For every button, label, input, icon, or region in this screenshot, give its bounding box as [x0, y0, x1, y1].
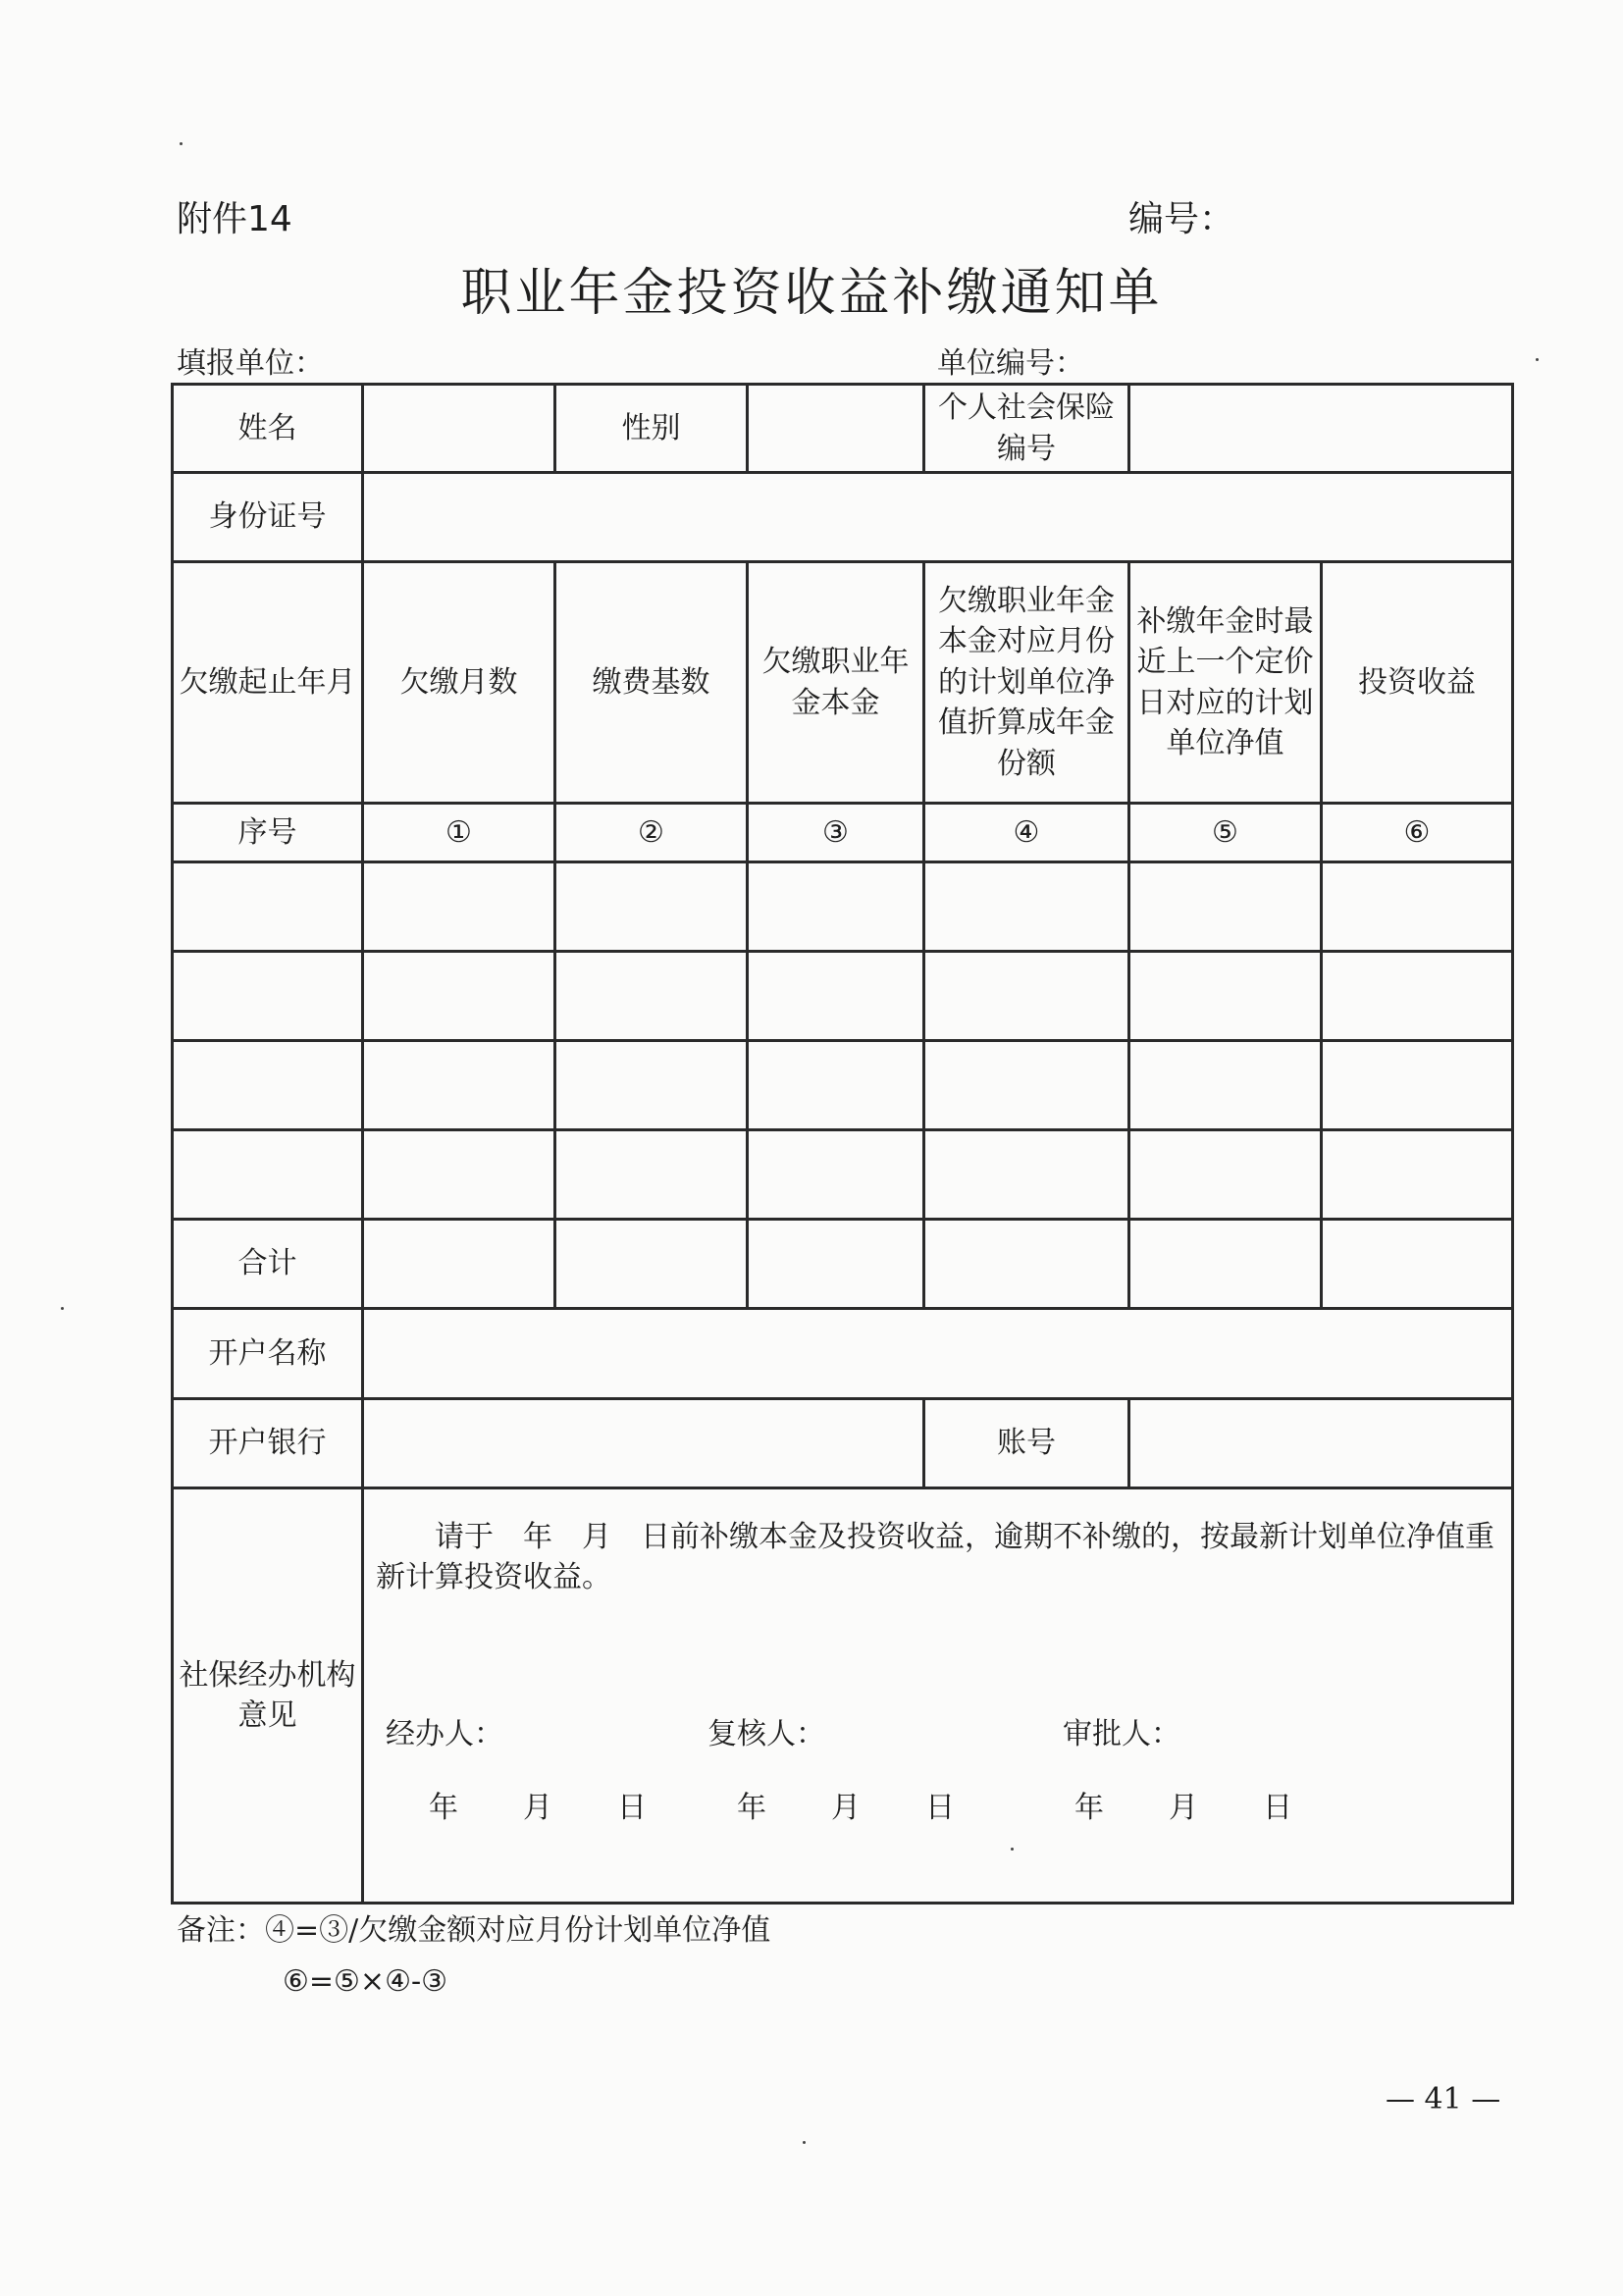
cell[interactable]	[555, 862, 748, 952]
sequence-row	[173, 804, 1513, 862]
cell[interactable]	[1322, 1130, 1513, 1220]
month-text: 月	[1169, 1791, 1198, 1826]
day-text: 日	[1263, 1791, 1292, 1826]
cell[interactable]	[555, 952, 748, 1041]
account-number-field[interactable]	[1129, 1399, 1513, 1488]
data-row	[173, 862, 1513, 952]
name-field[interactable]	[363, 385, 555, 473]
cell[interactable]	[748, 862, 924, 952]
approver-label: 审批人：	[1063, 1716, 1180, 1751]
data-row	[173, 1041, 1513, 1130]
total-label: 合计	[173, 1220, 363, 1309]
seq-mark: ④	[924, 804, 1129, 862]
cell[interactable]	[173, 1041, 363, 1130]
bank-label: 开户银行	[173, 1399, 363, 1488]
cell[interactable]	[924, 1220, 1129, 1309]
col-arrears-months: 欠缴月数	[363, 562, 555, 804]
cell[interactable]	[748, 1041, 924, 1130]
scan-speck	[803, 2141, 806, 2144]
notice-form-table	[171, 383, 1514, 1905]
reviewer-label: 复核人：	[707, 1716, 825, 1751]
reviewer-date	[737, 1788, 1074, 1828]
cell[interactable]	[1129, 862, 1322, 952]
day-text: 日	[925, 1791, 955, 1826]
seq-mark: ②	[555, 804, 748, 862]
col-latest-unit-value: 补缴年金时最近上一个定价日对应的计划单位净值	[1129, 562, 1322, 804]
cell[interactable]	[363, 862, 555, 952]
approver-date	[1074, 1788, 1292, 1828]
seq-mark: ③	[748, 804, 924, 862]
signature-labels	[376, 1714, 1499, 1754]
cell[interactable]	[1322, 952, 1513, 1041]
day-text: 日	[617, 1791, 647, 1826]
year-text: 年	[429, 1791, 458, 1826]
personal-info-row	[173, 385, 1513, 473]
cell[interactable]	[1129, 952, 1322, 1041]
cell[interactable]	[173, 1130, 363, 1220]
cell[interactable]	[924, 862, 1129, 952]
id-field[interactable]	[363, 473, 1513, 562]
cell[interactable]	[924, 1041, 1129, 1130]
signature-dates	[376, 1788, 1499, 1828]
scan-speck	[1536, 358, 1539, 361]
remarks	[177, 1905, 770, 2008]
year-text: 年	[737, 1791, 766, 1826]
ssn-field[interactable]	[1129, 385, 1513, 473]
cell[interactable]	[363, 952, 555, 1041]
month-text: 月	[831, 1791, 861, 1826]
scan-speck	[180, 142, 183, 145]
cell[interactable]	[363, 1130, 555, 1220]
account-number-label: 账号	[924, 1399, 1129, 1488]
data-row	[173, 1130, 1513, 1220]
account-name-field[interactable]	[363, 1309, 1513, 1399]
serial-number-label: 编号：	[1128, 199, 1235, 239]
col-arrears-principal: 欠缴职业年金本金	[748, 562, 924, 804]
handler-date	[429, 1788, 737, 1828]
gender-label: 性别	[555, 385, 748, 473]
col-arrears-period: 欠缴起止年月	[173, 562, 363, 804]
sequence-label: 序号	[173, 804, 363, 862]
cell[interactable]	[363, 1041, 555, 1130]
attachment-label: 附件14	[177, 199, 292, 239]
opinion-label: 社保经办机构意见	[173, 1488, 363, 1904]
name-label: 姓名	[173, 385, 363, 473]
reporting-unit-label: 填报单位：	[177, 346, 324, 381]
cell[interactable]	[924, 952, 1129, 1041]
col-investment-return: 投资收益	[1322, 562, 1513, 804]
cell[interactable]	[1129, 1220, 1322, 1309]
page-title: 职业年金投资收益补缴通知单	[460, 264, 1163, 323]
remark-line: ⑥=⑤×④-③	[283, 1964, 447, 1999]
bank-row	[173, 1399, 1513, 1488]
handler-label: 经办人：	[386, 1716, 503, 1751]
cell[interactable]	[1322, 862, 1513, 952]
cell[interactable]	[924, 1130, 1129, 1220]
month-text: 月	[523, 1791, 552, 1826]
data-row	[173, 952, 1513, 1041]
cell[interactable]	[555, 1041, 748, 1130]
id-label: 身份证号	[173, 473, 363, 562]
cell[interactable]	[1322, 1220, 1513, 1309]
seq-mark: ①	[363, 804, 555, 862]
scan-speck	[61, 1307, 64, 1310]
gender-field[interactable]	[748, 385, 924, 473]
cell[interactable]	[748, 952, 924, 1041]
id-row	[173, 473, 1513, 562]
cell[interactable]	[1129, 1130, 1322, 1220]
unit-code-label: 单位编号：	[937, 346, 1084, 381]
opinion-content	[363, 1488, 1513, 1904]
seq-mark: ⑤	[1129, 804, 1322, 862]
col-contribution-base: 缴费基数	[555, 562, 748, 804]
account-name-row	[173, 1309, 1513, 1399]
seq-mark: ⑥	[1322, 804, 1513, 862]
cell[interactable]	[555, 1130, 748, 1220]
page-number: — 41 —	[1386, 2082, 1501, 2116]
cell[interactable]	[748, 1130, 924, 1220]
cell[interactable]	[555, 1220, 748, 1309]
remark-line: 备注：④=③/欠缴金额对应月份计划单位净值	[177, 1913, 771, 1948]
bank-field[interactable]	[363, 1399, 924, 1488]
cell[interactable]	[748, 1220, 924, 1309]
col-annuity-shares: 欠缴职业年金本金对应月份的计划单位净值折算成年金份额	[924, 562, 1129, 804]
cell[interactable]	[363, 1220, 555, 1309]
opinion-paragraph: 请于 年 月 日前补缴本金及投资收益，逾期不补缴的，按最新计划单位净值重新计算投资收益。	[376, 1520, 1494, 1595]
year-text: 年	[1074, 1791, 1104, 1826]
scan-speck	[1011, 1848, 1014, 1851]
cell[interactable]	[173, 862, 363, 952]
cell[interactable]	[173, 952, 363, 1041]
account-name-label: 开户名称	[173, 1309, 363, 1399]
cell[interactable]	[1129, 1041, 1322, 1130]
ssn-label: 个人社会保险编号	[924, 385, 1129, 473]
total-row	[173, 1220, 1513, 1309]
opinion-row	[173, 1488, 1513, 1904]
cell[interactable]	[1322, 1041, 1513, 1130]
column-header-row	[173, 562, 1513, 804]
